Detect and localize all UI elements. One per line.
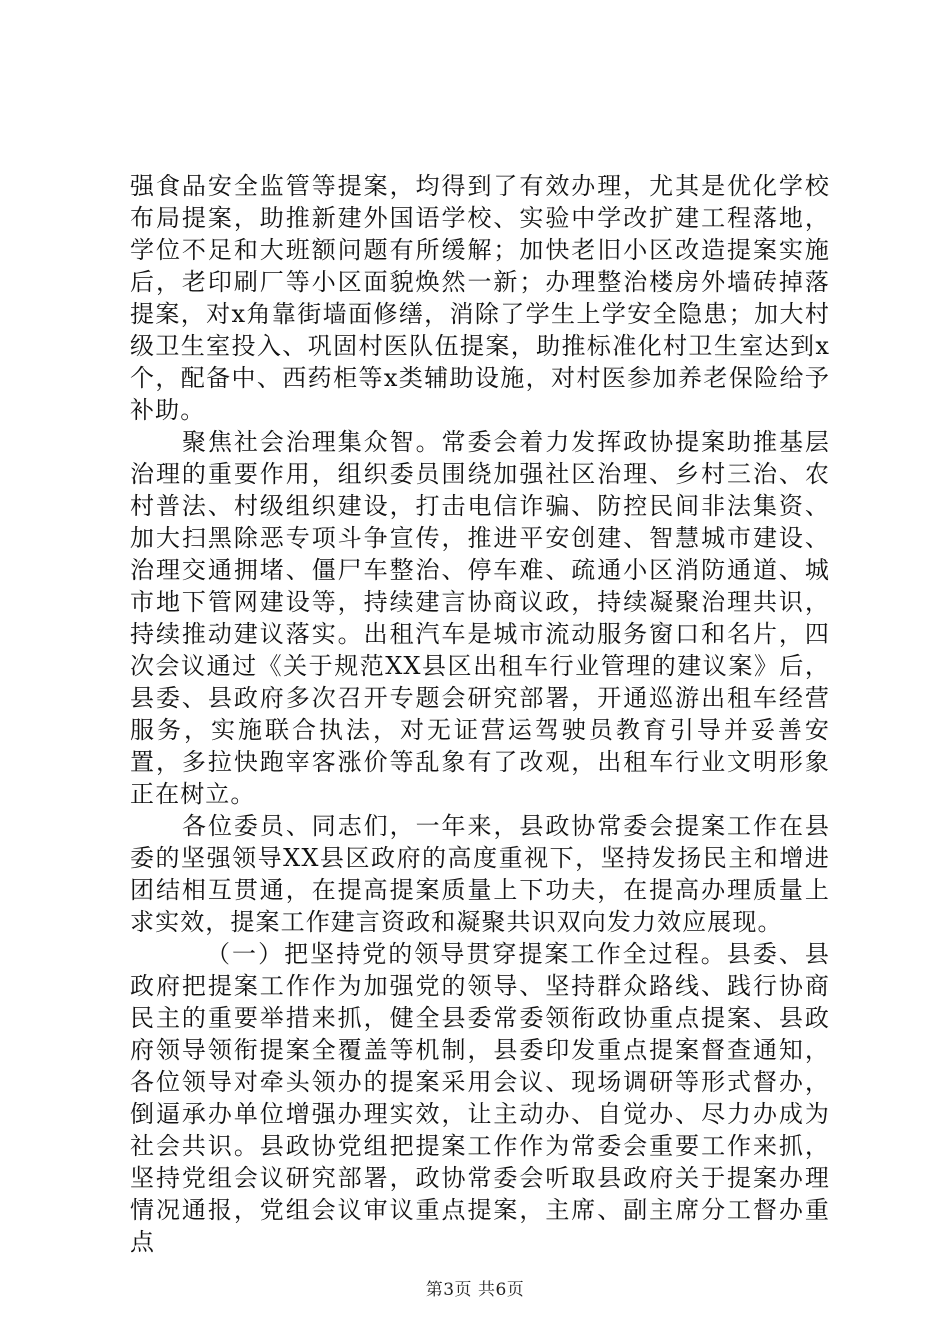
paragraph-continuation: 强食品安全监管等提案，均得到了有效办理，尤其是优化学校布局提案，助推新建外国语学校、实验中学改扩建工程落地，学位不足和大班额问题有所缓解；加快老旧小区改造提案实施后，老印刷厂等小区面貌焕然一新；办理整治楼房外墙砖掉落提案，对x角靠街墙面修缮，消除了学生上学安全隐患；加大村级卫生室投入、巩固村医队伍提案，助推标准化村卫生室达到x个，配备中、西药柜等x类辅助设施，对村医参加养老保险给予补助。: [130, 172, 830, 424]
paragraph-section-one: （一）把坚持党的领导贯穿提案工作全过程。县委、县政府把提案工作作为加强党的领导、坚持群众路线、践行协商民主的重要举措来抓，健全县委常委领衔政协重点提案、县政府领导领衔提案全覆盖等机制，县委印发重点提案督查通知，各位领导对牵头领办的提案采用会议、现场调研等形式督办，倒逼承办单位增强办理实效，让主动办、自觉办、尽力办成为社会共识。县政协党组把提案工作作为常委会重要工作来抓，坚持党组会议研究部署，政协常委会听取县政府关于提案办理情况通报，党组会议审议重点提案，主席、副主席分工督办重点: [130, 940, 830, 1256]
paragraph-summary: 各位委员、同志们，一年来，县政协常委会提案工作在县委的坚强领导XX县区政府的高度重视下，坚持发扬民主和增进团结相互贯通，在提高提案质量上下功夫，在提高办理质量上求实效，提案工作建言资政和凝聚共识双向发力效应展现。: [130, 812, 830, 936]
page-footer: 第3页 共6页: [425, 1280, 525, 1300]
paragraph-social-governance: 聚焦社会治理集众智。常委会着力发挥政协提案助推基层治理的重要作用，组织委员围绕加强社区治理、乡村三治、农村普法、村级组织建设，打击电信诈骗、防控民间非法集资、加大扫黑除恶专项斗争宣传，推进平安创建、智慧城市建设、治理交通拥堵、僵尸车整治、停车难、疏通小区消防通道、城市地下管网建设等，持续建言协商议政，持续凝聚治理共识，持续推动建议落实。出租汽车是城市流动服务窗口和名片，四次会议通过《关于规范XX县区出租车行业管理的建议案》后，县委、县政府多次召开专题会研究部署，开通巡游出租车经营服务，实施联合执法，对无证营运驾驶员教育引导并妥善安置，多拉快跑宰客涨价等乱象有了改观，出租车行业文明形象正在树立。: [130, 428, 830, 808]
document-body: [130, 170, 830, 1258]
